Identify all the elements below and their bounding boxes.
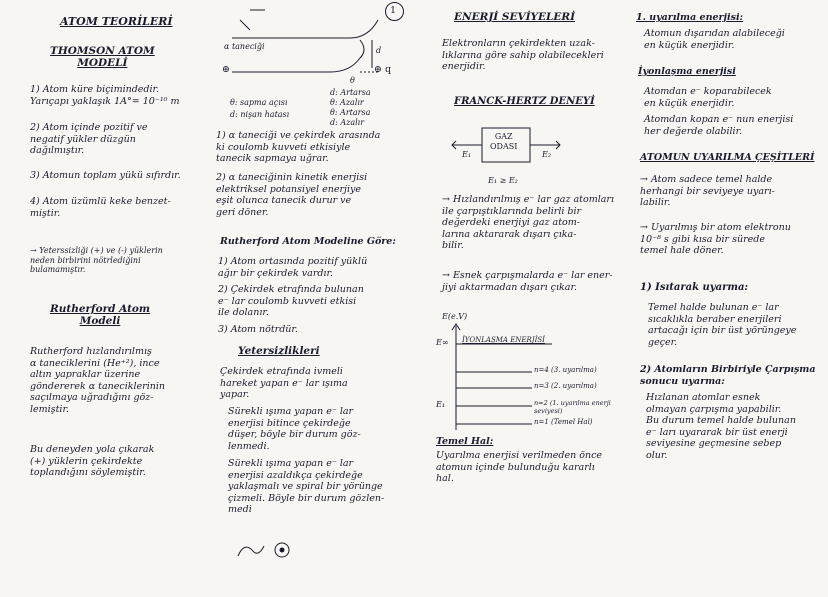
- diagram-d-label: d: [376, 46, 382, 55]
- thomson-item-3: 3) Atomun toplam yükü sıfırdır.: [30, 170, 181, 181]
- d-definition: d: nişan hatası: [230, 110, 290, 119]
- rutherford-description: Rutherford hızlandırılmış α taneciklerini (He⁺²), ince altın yapraklar üzerine göndererek α taneciklerinin saçılmaya uğradığını göz- lemiştir.: [30, 346, 166, 415]
- column-2: [210, 0, 430, 597]
- rutherford-point-3: 3) Atom nötrdür.: [218, 324, 298, 335]
- ionization-note: Atomdan kopan e⁻ nun enerjisi her değerde olabilir.: [644, 114, 794, 137]
- page-number: 1: [390, 5, 397, 16]
- inelastic-collision-note: → Hızlandırılmış e⁻ lar gaz atomları ile çarpıştıklarında belirli bir değerdeki enerjiyi gaz atom- larına aktararak dışarı çıka- bilir.: [442, 194, 614, 251]
- rutherford-conclusion: Bu deneyden yola çıkarak (+) yüklerin çekirdekte toplandığını söylemiştir.: [30, 444, 155, 478]
- ionization-heading: İyonlaşma enerjisi: [638, 66, 736, 77]
- scattering-note-2: 2) α taneciğinin kinetik enerjisi elektriksel potansiyel enerjiye eşit olunca tanecik durur ve geri döner.: [216, 172, 368, 218]
- thomson-title: THOMSON ATOM MODELİ: [50, 45, 155, 69]
- e1-label: E₁: [436, 400, 446, 409]
- collision-excitation-text: Hızlanan atomlar esnek olmayan çarpışma yapabilir. Bu durum temel halde bulunan e⁻ ları uyararak bir üst enerji seviyesine geçmesine sebep olur.: [646, 392, 796, 461]
- level-n2: n=2 (1. uyarılma enerji seviyesi): [534, 399, 611, 415]
- spiral-orbit-sketch: [232, 536, 292, 566]
- diagram-theta-label: θ: [350, 76, 355, 85]
- ionization-definition: Atomdan e⁻ koparabilecek en küçük enerjidir.: [644, 86, 772, 109]
- ionization-label: İYONLAŞMA ENERJİSİ: [462, 336, 545, 344]
- shortcomings-heading: Yetersizlikleri: [238, 345, 320, 357]
- excitation-types-heading: ATOMUN UYARILMA ÇEŞİTLERİ: [640, 152, 815, 163]
- franck-hertz-heading: FRANCK-HERTZ DENEYİ: [454, 96, 595, 107]
- energy-levels-definition: Elektronların çekirdekten uzak- lıklarına göre sahip olabilecekleri enerjidir.: [442, 38, 604, 72]
- gas-chamber-label: GAZ ODASI: [490, 132, 518, 151]
- thomson-item-4: 4) Atom üzümlü keke benzet- miştir.: [30, 196, 171, 219]
- diagram-alpha-label: α taneciği: [224, 42, 265, 51]
- thomson-shortcoming: → Yeterssizliği (+) ve (-) yüklerin neden birbirini nötrlediğini bulamamıştır.: [30, 246, 163, 274]
- level-n4: n=4 (3. uyarılma): [534, 366, 597, 374]
- energy-levels-heading: ENERJİ SEVİYELERİ: [454, 11, 576, 23]
- energy-axis-label: E(e.V): [442, 312, 468, 321]
- main-title: ATOM TEORİLERİ: [60, 15, 173, 28]
- shortcoming-2: Sürekli ışıma yapan e⁻ lar enerjisi bitince çekirdeğe düşer, böyle bir durum göz- lenmedi.: [228, 406, 361, 452]
- relation-2: θ: Artarsa d: Azalır: [330, 108, 371, 127]
- level-n1: n=1 (Temel Hal): [534, 418, 593, 426]
- ground-state-definition: Uyarılma enerjisi verilmeden önce atomun içinde bulunduğu kararlı hal.: [436, 450, 603, 484]
- column-1: [10, 0, 210, 597]
- relation-1: d: Artarsa θ: Azalır: [330, 88, 371, 107]
- collision-excitation-heading: 2) Atomların Birbiriyle Çarpışma sonucu uyarma:: [640, 364, 816, 387]
- gas-chamber-diagram: [432, 116, 612, 176]
- elastic-collision-note: → Esnek çarpışmalarda e⁻ lar ener- jiyi aktarmadan dışarı çıkar.: [442, 270, 613, 293]
- first-excitation-heading: 1. uyarılma enerjisi:: [636, 12, 744, 23]
- level-n3: n=3 (2. uyarılma): [534, 382, 597, 390]
- shortcoming-1: Çekirdek etrafında ivmeli hareket yapan e⁻ lar ışıma yapar.: [220, 366, 348, 400]
- rutherford-point-1: 1) Atom ortasında pozitif yüklü ağır bir çekirdek vardır.: [218, 256, 368, 279]
- column-4: [630, 0, 826, 597]
- thomson-item-2: 2) Atom içinde pozitif ve negatif yükler düzgün dağılmıştır.: [30, 122, 148, 156]
- excitation-note-1: → Atom sadece temel halde herhangi bir seviyeye uyarı- labilir.: [640, 174, 775, 208]
- scattering-note-1: 1) α taneciği ve çekirdek arasında ki coulomb kuvveti etkisiyle tanecik sapmaya uğrar.: [216, 130, 381, 164]
- rutherford-point-2: 2) Çekirdek etrafında bulunan e⁻ lar coulomb kuvveti etkisi ile dolanır.: [218, 284, 364, 318]
- ground-state-heading: Temel Hal:: [436, 436, 494, 447]
- thomson-item-1: 1) Atom küre biçimindedir. Yarıçapı yaklaşık 1A°= 10⁻¹⁰ m: [30, 84, 180, 107]
- column-3: [432, 0, 628, 597]
- energy-relation: E₁ ≥ E₂: [488, 176, 518, 185]
- shortcoming-3: Sürekli ışıma yapan e⁻ lar enerjisi azaldıkça çekirdeğe yaklaşmalı ve spiral bir yörünge çizmeli. Böyle bir durum gözlen- medi: [228, 458, 385, 515]
- first-excitation-definition: Atomun dışarıdan alabileceği en küçük enerjidir.: [644, 28, 785, 51]
- diagram-charge-1: ⊕: [222, 64, 230, 75]
- electron-energy-in: E₁: [462, 150, 472, 159]
- heating-excitation-heading: 1) Isıtarak uyarma:: [640, 282, 749, 293]
- rutherford-title: Rutherford Atom Modeli: [50, 303, 151, 327]
- excitation-note-2: → Uyarılmış bir atom elektronu 10⁻⁸ s gibi kısa bir sürede temel hale döner.: [640, 222, 791, 256]
- rutherford-model-heading: Rutherford Atom Modeline Göre:: [220, 236, 396, 247]
- theta-definition: θ: sapma açısı: [230, 98, 288, 107]
- e-infinity-label: E∞: [436, 338, 449, 347]
- heating-excitation-text: Temel halde bulunan e⁻ lar sıcaklıkla beraber enerjileri artacağı için bir üst yörüngeye geçer.: [648, 302, 797, 348]
- diagram-charge-2: ⊕ q: [374, 64, 392, 75]
- electron-energy-out: E₂: [542, 150, 552, 159]
